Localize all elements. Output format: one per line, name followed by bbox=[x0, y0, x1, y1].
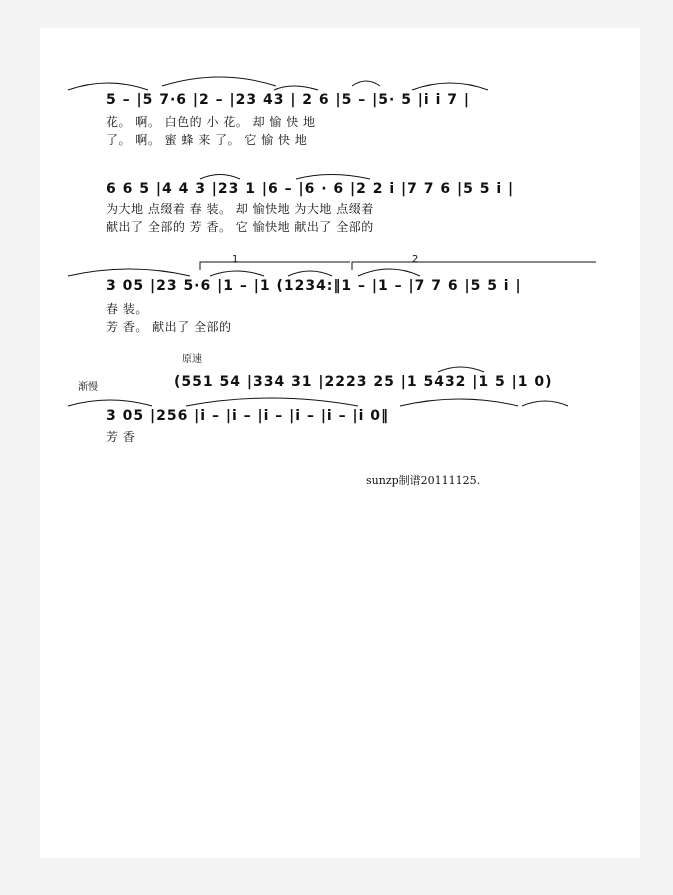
system4-notes: 3 05 |256 |i – |i – |i – |i – |i – |i 0‖ bbox=[106, 408, 390, 424]
slur bbox=[358, 269, 420, 276]
system2-lyrics-verse2: 献出了 全部的 芳 香。 它 愉快地 献出了 全部的 bbox=[106, 220, 374, 234]
slur bbox=[412, 83, 488, 90]
system3-notes: 3 05 |23 5·6 |1 – |1 (1234:‖1 – |1 – |7 7 6 |5 5 i | bbox=[106, 278, 522, 294]
system1-lyrics-verse1: 花。 啊。 白色的 小 花。 却 愉 快 地 bbox=[106, 115, 316, 129]
system1-lyrics-verse2: 了。 啊。 蜜 蜂 来 了。 它 愉 快 地 bbox=[106, 133, 308, 147]
transcriber-credit: sunzp制谱20111125. bbox=[366, 474, 481, 487]
tempo-return-mark: 原速 bbox=[182, 354, 202, 365]
slur bbox=[68, 83, 148, 90]
score-sheet bbox=[40, 28, 640, 858]
interlude-notes: (551 54 |334 31 |2223 25 |1 5432 |1 5 |1 0) bbox=[174, 374, 553, 390]
slur bbox=[68, 269, 190, 276]
volta-2-bracket bbox=[352, 262, 596, 270]
volta-1-label: 1 bbox=[232, 254, 239, 265]
volta-2-label: 2 bbox=[412, 254, 419, 265]
system3-lyrics-verse2: 芳 香。 献出了 全部的 bbox=[106, 320, 232, 334]
tempo-slow-mark: 渐慢 bbox=[78, 382, 98, 393]
slur bbox=[162, 77, 276, 86]
system1-notes: 5 – |5 7·6 |2 – |23 43 | 2 6 |5 – |5· 5 |i i 7 | bbox=[106, 92, 470, 108]
volta-1-bracket bbox=[200, 262, 350, 270]
system2-notes: 6 6 5 |4 4 3 |23 1 |6 – |6 · 6 |2 2 i |7 7 6 |5 5 i | bbox=[106, 181, 515, 197]
system4-lyrics: 芳 香 bbox=[106, 430, 136, 444]
slur bbox=[186, 398, 358, 406]
slur bbox=[352, 81, 380, 86]
slur bbox=[400, 399, 518, 406]
system2-lyrics-verse1: 为大地 点缀着 春 装。 却 愉快地 为大地 点缀着 bbox=[106, 202, 374, 216]
system3-lyrics-verse1: 春 装。 bbox=[106, 302, 148, 316]
